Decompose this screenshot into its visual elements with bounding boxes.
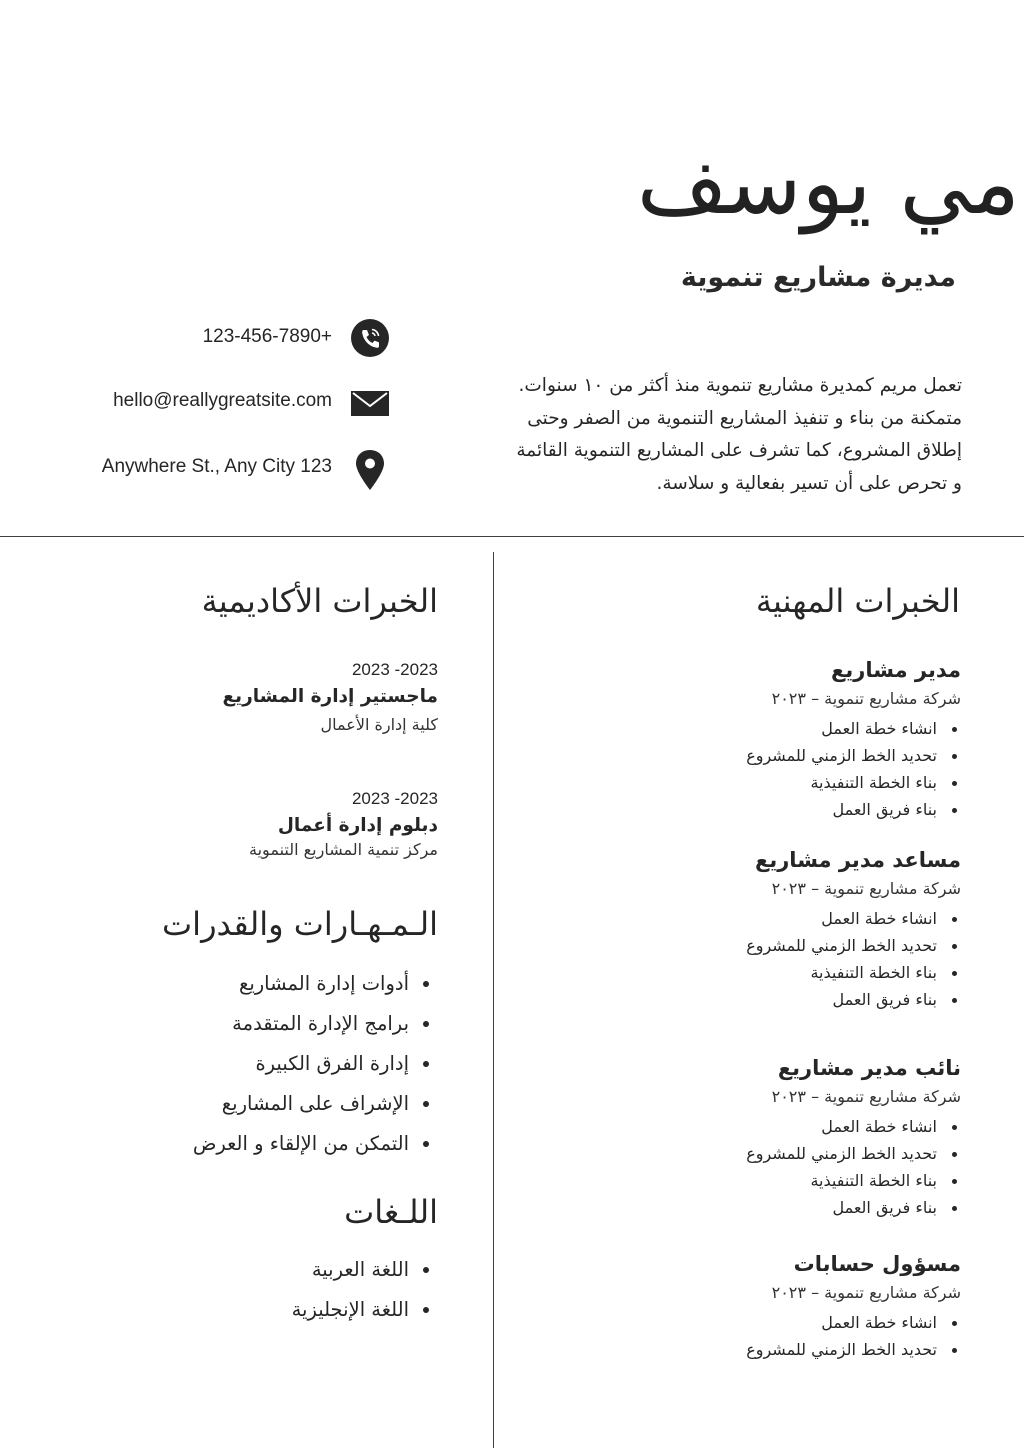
- list-item: تحديد الخط الزمني للمشروع: [746, 742, 961, 769]
- list-item: تحديد الخط الزمني للمشروع: [746, 932, 961, 959]
- profile-summary: [482, 370, 962, 500]
- contact-phone-row: [60, 316, 400, 360]
- email-address: hello@reallygreatsite.com: [113, 390, 332, 411]
- list-item: إدارة الفرق الكبيرة: [193, 1044, 437, 1084]
- mail-icon: [350, 382, 390, 422]
- job-role-title: مسؤول حسابات: [793, 1252, 961, 1276]
- phone-number: 123-456-7890+: [202, 326, 332, 347]
- vertical-divider: [493, 552, 494, 1448]
- job-duties-list: [746, 715, 961, 823]
- education-section-title: الخبرات الأكاديمية: [201, 582, 438, 620]
- experience-entry: [746, 1056, 961, 1221]
- languages-section-title: اللـغات: [344, 1193, 438, 1231]
- applicant-name: مي يوسف: [636, 131, 1020, 234]
- education-years: 2023 -2023: [351, 660, 438, 679]
- list-item: بناء فريق العمل: [746, 796, 961, 823]
- phone-icon: [350, 318, 390, 358]
- job-role-title: مساعد مدير مشاريع: [754, 848, 961, 872]
- list-item: أدوات إدارة المشاريع: [193, 964, 437, 1004]
- experience-entry: [746, 658, 961, 823]
- list-item: انشاء خطة العمل: [746, 1113, 961, 1140]
- list-item: بناء الخطة التنفيذية: [746, 769, 961, 796]
- list-item: انشاء خطة العمل: [746, 905, 961, 932]
- job-company: شركة مشاريع تنموية – ٢٠٢٣: [771, 879, 961, 898]
- job-company: شركة مشاريع تنموية – ٢٠٢٣: [771, 689, 961, 708]
- list-item: تحديد الخط الزمني للمشروع: [746, 1140, 961, 1167]
- education-school: مركز تنمية المشاريع التنموية: [249, 840, 438, 859]
- list-item: بناء الخطة التنفيذية: [746, 1167, 961, 1194]
- job-role-title: نائب مدير مشاريع: [777, 1056, 961, 1080]
- list-item: اللغة الإنجليزية: [292, 1290, 437, 1330]
- summary-line: و تحرص على أن تسير بفعالية و سلاسة.: [656, 472, 962, 494]
- job-company: شركة مشاريع تنموية – ٢٠٢٣: [771, 1087, 961, 1106]
- experience-entry: [746, 848, 961, 1013]
- horizontal-divider: [0, 536, 1024, 537]
- job-duties-list: [746, 1113, 961, 1221]
- list-item: اللغة العربية: [292, 1250, 437, 1290]
- contact-address-row: [60, 446, 400, 490]
- skills-list: [193, 964, 437, 1164]
- list-item: انشاء خطة العمل: [746, 1309, 961, 1336]
- summary-line: تعمل مريم كمديرة مشاريع تنموية منذ أكثر من ١٠ سنوات.: [518, 375, 962, 396]
- job-role-title: مدير مشاريع: [831, 658, 961, 682]
- list-item: تحديد الخط الزمني للمشروع: [746, 1336, 961, 1363]
- location-pin-icon: [350, 446, 390, 490]
- list-item: التمكن من الإلقاء و العرض: [193, 1124, 437, 1164]
- education-entry: [249, 789, 438, 859]
- education-degree: ماجستير إدارة المشاريع: [222, 686, 438, 707]
- experience-entry: [746, 1252, 961, 1363]
- job-company: شركة مشاريع تنموية – ٢٠٢٣: [771, 1283, 961, 1302]
- summary-line: إطلاق المشروع، كما تشرف على المشاريع التنموية القائمة: [516, 440, 962, 461]
- contact-email-row: [60, 380, 400, 424]
- list-item: الإشراف على المشاريع: [193, 1084, 437, 1124]
- job-duties-list: [746, 905, 961, 1013]
- list-item: برامج الإدارة المتقدمة: [193, 1004, 437, 1044]
- languages-list: [292, 1250, 437, 1330]
- skills-section-title: الـمـهـارات والقدرات: [162, 905, 438, 943]
- list-item: بناء الخطة التنفيذية: [746, 959, 961, 986]
- summary-line: متمكنة من بناء و تنفيذ المشاريع التنموية من الصفر وحتى: [527, 407, 962, 429]
- job-duties-list: [746, 1309, 961, 1363]
- education-school: كلية إدارة الأعمال: [320, 715, 438, 734]
- experience-section-title: الخبرات المهنية: [755, 582, 960, 620]
- list-item: انشاء خطة العمل: [746, 715, 961, 742]
- list-item: بناء فريق العمل: [746, 986, 961, 1013]
- education-entry: [223, 660, 439, 734]
- list-item: بناء فريق العمل: [746, 1194, 961, 1221]
- education-degree: دبلوم إدارة أعمال: [277, 815, 438, 836]
- street-address: Anywhere St., Any City 123: [101, 456, 332, 477]
- education-years: 2023 -2023: [351, 789, 438, 808]
- applicant-job-title: مديرة مشاريع تنموية: [680, 262, 956, 293]
